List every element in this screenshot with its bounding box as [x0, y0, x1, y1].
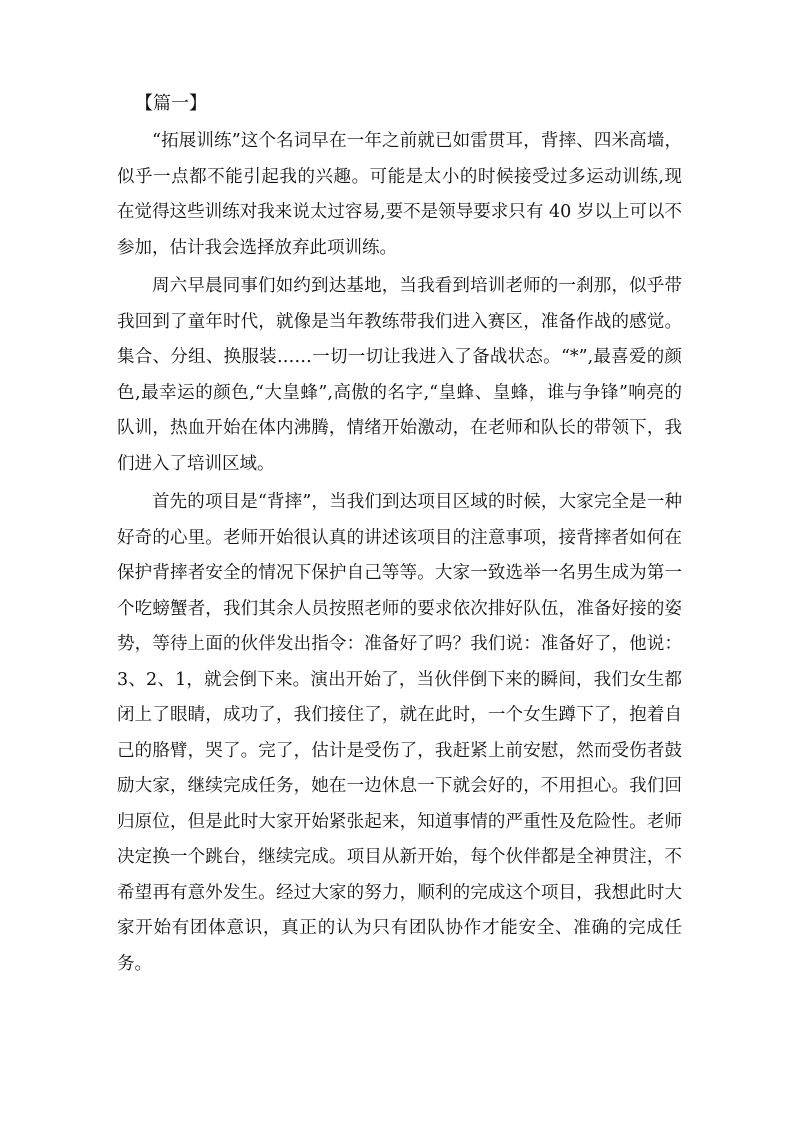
- document-page: [117, 86, 682, 985]
- paragraph-1: “拓展训练”这个名词早在一年之前就已如雷贯耳，背摔、四米高墙，似乎一点都不能引起我的兴趣。可能是太小的时候接受过多运动训练,现在觉得这些训练对我来说太过容易,要不是领导要求只有 40 岁以上可以不参加，估计我会选择放弃此项训练。: [117, 131, 682, 258]
- paragraph-2: 周六早晨同事们如约到达基地，当我看到培训老师的一刹那，似乎带我回到了童年时代，就像是当年教练带我们进入赛区，准备作战的感觉。集合、分组、换服装……一切一切让我进入了备战状态。“*”,最喜爱的颜色,最幸运的颜色,“大皇蜂”,高傲的名字,“皇蜂、皇蜂，谁与争锋”响亮的队训，热血开始在体内沸腾，情绪开始激动，在老师和队长的带领下，我们进入了培训区域。: [117, 276, 682, 474]
- section-heading: 【篇一】: [135, 93, 207, 114]
- paragraph-3: 首先的项目是“背摔”，当我们到达项目区域的时候，大家完全是一种好奇的心里。老师开始很认真的讲述该项目的注意事项，接背摔者如何在保护背摔者安全的情况下保护自己等等。大家一致选举一名男生成为第一个吃螃蟹者，我们其余人员按照老师的要求依次排好队伍，准备好接的姿势，等待上面的伙伴发出指令：准备好了吗？我们说：准备好了，他说：3、2、1，就会倒下来。演出开始了，当伙伴倒下来的瞬间，我们女生都闭上了眼睛，成功了，我们接住了，就在此时，一个女生蹲下了，抱着自己的胳臂，哭了。完了，估计是受伤了，我赶紧上前安慰，然而受伤者鼓励大家，继续完成任务，她在一边休息一下就会好的，不用担心。我们回归原位，但是此时大家开始紧张起来，知道事情的严重性及危险性。老师决定换一个跳台，继续完成。项目从新开始，每个伙伴都是全神贯注，不希望再有意外发生。经过大家的努力，顺利的完成这个项目，我想此时大家开始有团体意识，真正的认为只有团队协作才能安全、准确的完成任务。: [117, 492, 682, 974]
